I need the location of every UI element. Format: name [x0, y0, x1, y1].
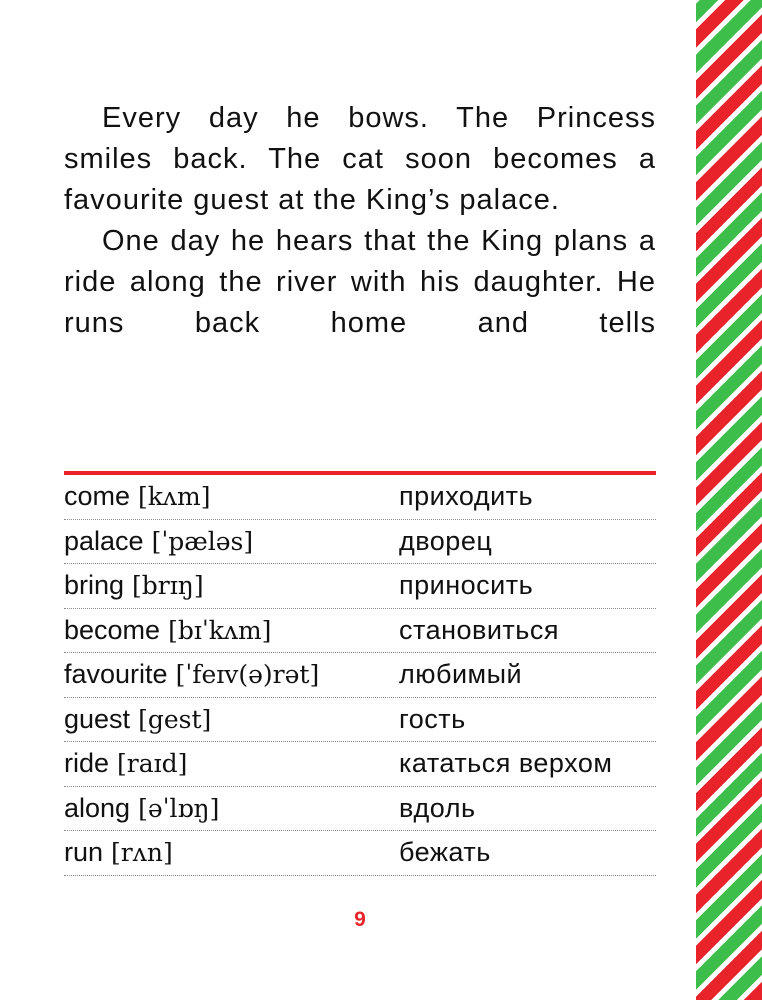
page-number: 9: [354, 908, 366, 931]
vocabulary-row: [64, 787, 656, 832]
vocab-translation: гость: [399, 703, 466, 734]
vocab-word: guest: [64, 703, 131, 734]
vocab-word: favourite: [64, 659, 168, 690]
vocab-translation: любимый: [399, 659, 523, 690]
vocab-entry: [64, 704, 399, 735]
vocabulary-row: [64, 520, 656, 565]
vocab-entry: [64, 526, 399, 557]
vocab-translation: дворец: [399, 525, 493, 556]
vocab-entry: [64, 659, 399, 690]
decorative-stripe-border: [696, 0, 762, 1000]
vocabulary-row: [64, 653, 656, 698]
vocab-translation: кататься верхом: [399, 748, 613, 779]
vocab-word: become: [64, 614, 161, 645]
vocabulary-row: [64, 698, 656, 743]
vocabulary-table: [64, 471, 656, 876]
story-paragraph-1: Every day he bows. The Princess smiles back. The cat soon becomes a favourite guest at the King’s palace.: [64, 102, 656, 216]
vocab-entry: [64, 748, 399, 779]
vocab-word: bring: [64, 570, 125, 601]
vocab-word: along: [64, 792, 131, 823]
vocab-entry: [64, 793, 399, 824]
vocab-transcription: [əˈlɒŋ]: [138, 793, 220, 823]
vocab-entry: [64, 837, 399, 868]
vocab-word: palace: [64, 525, 144, 556]
vocab-word: come: [64, 481, 131, 512]
vocab-entry: [64, 570, 399, 601]
vocab-transcription: [raɪd]: [117, 749, 188, 779]
vocabulary-row: [64, 609, 656, 654]
vocab-transcription: [kʌm]: [138, 482, 211, 512]
vocab-entry: [64, 481, 399, 512]
vocabulary-row: [64, 475, 656, 520]
vocab-entry: [64, 615, 399, 646]
story-text: [64, 98, 656, 344]
vocab-word: ride: [64, 748, 110, 779]
vocab-transcription: [gest]: [138, 704, 212, 734]
vocab-transcription: [ˈpæləs]: [151, 526, 254, 556]
vocabulary-row: [64, 564, 656, 609]
vocab-transcription: [brɪŋ]: [132, 571, 204, 601]
vocabulary-row: [64, 742, 656, 787]
vocab-translation: становиться: [399, 614, 559, 645]
vocab-translation: вдоль: [399, 792, 476, 823]
vocab-transcription: [bɪˈkʌm]: [168, 615, 272, 645]
story-paragraph-2: One day he hears that the King plans a ride along the river with his daughter. He runs back home and tells: [64, 225, 656, 339]
vocab-translation: приносить: [399, 570, 534, 601]
vocab-word: run: [64, 837, 104, 868]
vocabulary-row: [64, 831, 656, 876]
vocab-translation: бежать: [399, 837, 491, 868]
vocab-translation: приходить: [399, 481, 534, 512]
vocab-transcription: [ˈfeɪv(ə)rət]: [175, 660, 320, 690]
vocab-transcription: [rʌn]: [111, 838, 173, 868]
